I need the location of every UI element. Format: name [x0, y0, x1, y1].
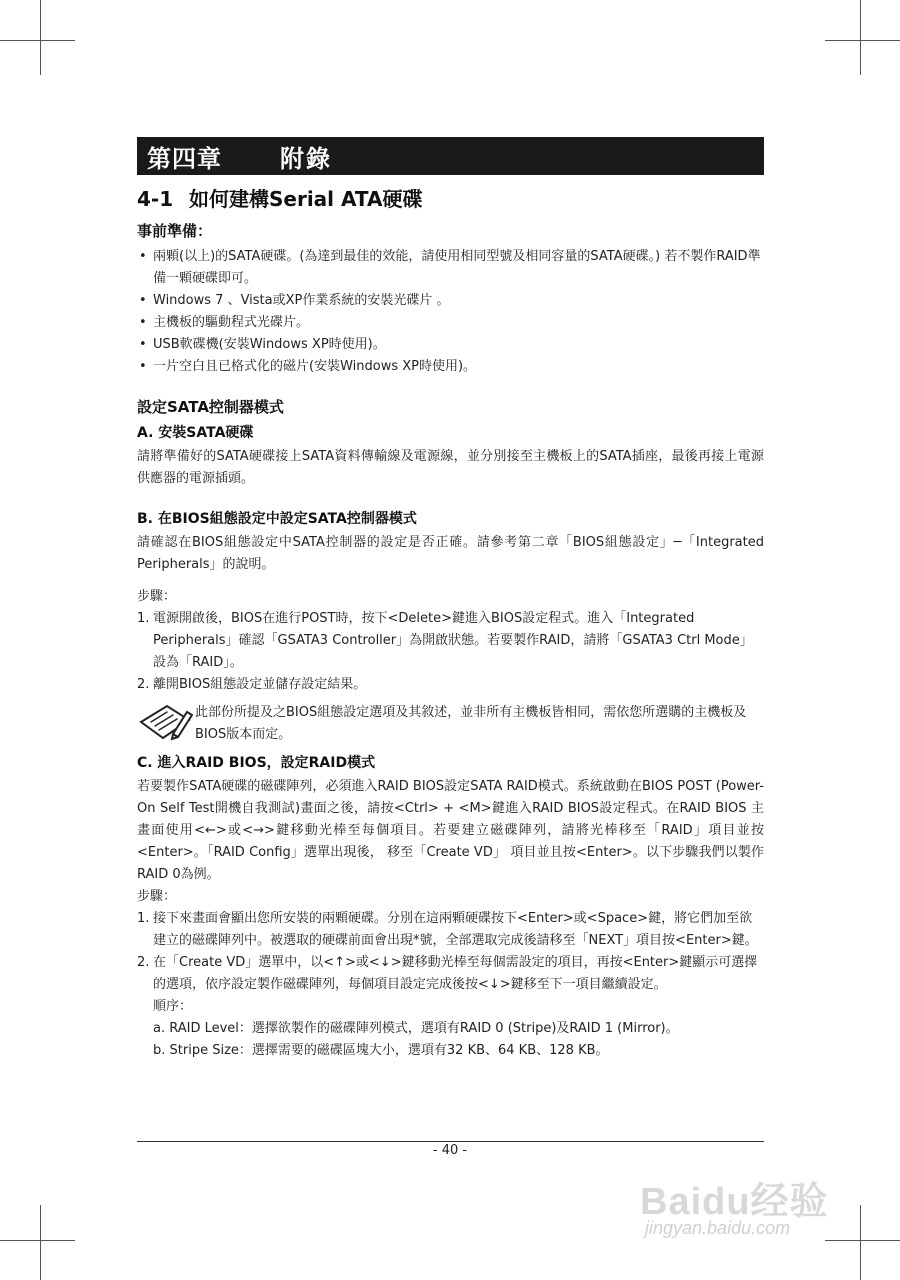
step-text: 電源開啟後，BIOS在進行POST時，按下<Delete>鍵進入BIOS設定程式。進入「Integrated Peripherals」確認「GSATA3 Controller」為開啟狀態。若要製作RAID，請將「GSATA3 Ctrl Mode」設為「RAID」。: [153, 611, 753, 670]
step-number: 2.: [137, 955, 150, 970]
part-c-steps: [137, 908, 764, 996]
footer-divider: [137, 1141, 764, 1142]
note-box: [137, 702, 764, 746]
list-item: • Windows 7 、Vista或XP作業系統的安裝光碟片 。: [137, 290, 764, 312]
section-title: [137, 183, 423, 212]
part-b-heading: B. 在BIOS組態設定中設定SATA控制器模式: [137, 511, 417, 527]
order-label: 順序：: [153, 999, 193, 1014]
steps-label: 步驟：: [137, 589, 177, 604]
step-item: [137, 608, 764, 674]
part-b-text: 請確認在BIOS組態設定中SATA控制器的設定是否正確。請參考第二章「BIOS組態設定」─「Integrated Peripherals」的說明。: [137, 535, 764, 572]
prep-heading: 事前準備：: [137, 222, 213, 240]
step-item: [137, 908, 764, 952]
watermark-logo: Baidu经验: [640, 1181, 829, 1223]
step-number: 1.: [137, 911, 150, 926]
watermark-url: jingyan.baidu.com: [645, 1218, 791, 1238]
note-text: 此部份所提及之BIOS組態設定選項及其敘述，並非所有主機板皆相同，需依您所選購的主機板及BIOS版本而定。: [195, 705, 747, 742]
crop-mark: [860, 1205, 861, 1280]
section-title-text: 如何建構Serial ATA硬碟: [189, 187, 423, 211]
crop-mark: [825, 1240, 900, 1241]
part-c-heading: C. 進入RAID BIOS，設定RAID模式: [137, 755, 376, 771]
step-text: 在「Create VD」選單中，以<↑>或<↓>鍵移動光棒至每個需設定的項目，再按<Enter>鍵顯示可選擇的選項，依序設定製作磁碟陣列，每個項目設定完成後按<↓>鍵移至下一項目繼續設定。: [153, 955, 758, 992]
crop-mark: [825, 40, 900, 41]
part-a-heading: A. 安裝SATA硬碟: [137, 425, 254, 441]
order-item: a. RAID Level：選擇欲製作的磁碟陣列模式，選項有RAID 0 (Stripe)及RAID 1 (Mirror)。: [153, 1021, 679, 1036]
crop-mark: [0, 40, 75, 41]
crop-mark: [0, 1240, 75, 1241]
page-content: [137, 218, 764, 1062]
crop-mark: [860, 0, 861, 75]
chapter-title: 附錄: [280, 143, 332, 173]
steps-label: 步驟：: [137, 889, 177, 904]
list-item: • USB軟碟機(安裝Windows XP時使用)。: [137, 334, 764, 356]
list-item: • 兩顆(以上)的SATA硬碟。(為達到最佳的效能，請使用相同型號及相同容量的SATA硬碟。) 若不製作RAID準備一顆硬碟即可。: [137, 246, 764, 290]
chapter-header: [137, 137, 764, 175]
step-number: 2.: [137, 677, 150, 692]
part-b-steps: [137, 608, 764, 696]
section-number: 4-1: [137, 187, 174, 211]
prep-list: [137, 246, 764, 378]
page-number: - 40 -: [432, 1143, 468, 1158]
step-text: 離開BIOS組態設定並儲存設定結果。: [153, 677, 367, 692]
step-text: 接下來畫面會顯出您所安裝的兩顆硬碟。分別在這兩顆硬碟按下<Enter>或<Space>鍵，將它們加至欲建立的磁碟陣列中。被選取的硬碟前面會出現*號，全部選取完成後請移至「NEXT」項目按<Enter>鍵。: [153, 911, 758, 948]
sata-mode-heading: 設定SATA控制器模式: [137, 398, 284, 416]
step-number: 1.: [137, 611, 150, 626]
crop-mark: [40, 1205, 41, 1280]
list-item: • 一片空白且已格式化的磁片(安裝Windows XP時使用)。: [137, 356, 764, 378]
step-item: [137, 952, 764, 996]
crop-mark: [40, 0, 41, 75]
note-pencil-icon: [137, 702, 193, 742]
chapter-number: 第四章: [147, 143, 222, 173]
part-c-text: 若要製作SATA硬碟的磁碟陣列，必須進入RAID BIOS設定SATA RAID模式。系統啟動在BIOS POST (Power-On Self Test開機自我測試)畫面之後，請按<Ctrl> + <M>鍵進入RAID BIOS設定程式。在RAID BIOS 主畫面使用<←>或<→>鍵移動光棒至每個項目。若要建立磁碟陣列，請將光棒移至「RAID」項目並按<Enter>。「RAID Config」選單出現後， 移至「Create VD」 項目並且按<Enter>。以下步驟我們以製作RAID 0為例。: [137, 779, 764, 882]
list-item: • 主機板的驅動程式光碟片。: [137, 312, 764, 334]
part-a-text: 請將準備好的SATA硬碟接上SATA資料傳輸線及電源線，並分別接至主機板上的SATA插座，最後再接上電源供應器的電源插頭。: [137, 449, 764, 486]
order-item: b. Stripe Size：選擇需要的磁碟區塊大小，選項有32 KB、64 KB、128 KB。: [153, 1043, 609, 1058]
step-item: [137, 674, 764, 696]
